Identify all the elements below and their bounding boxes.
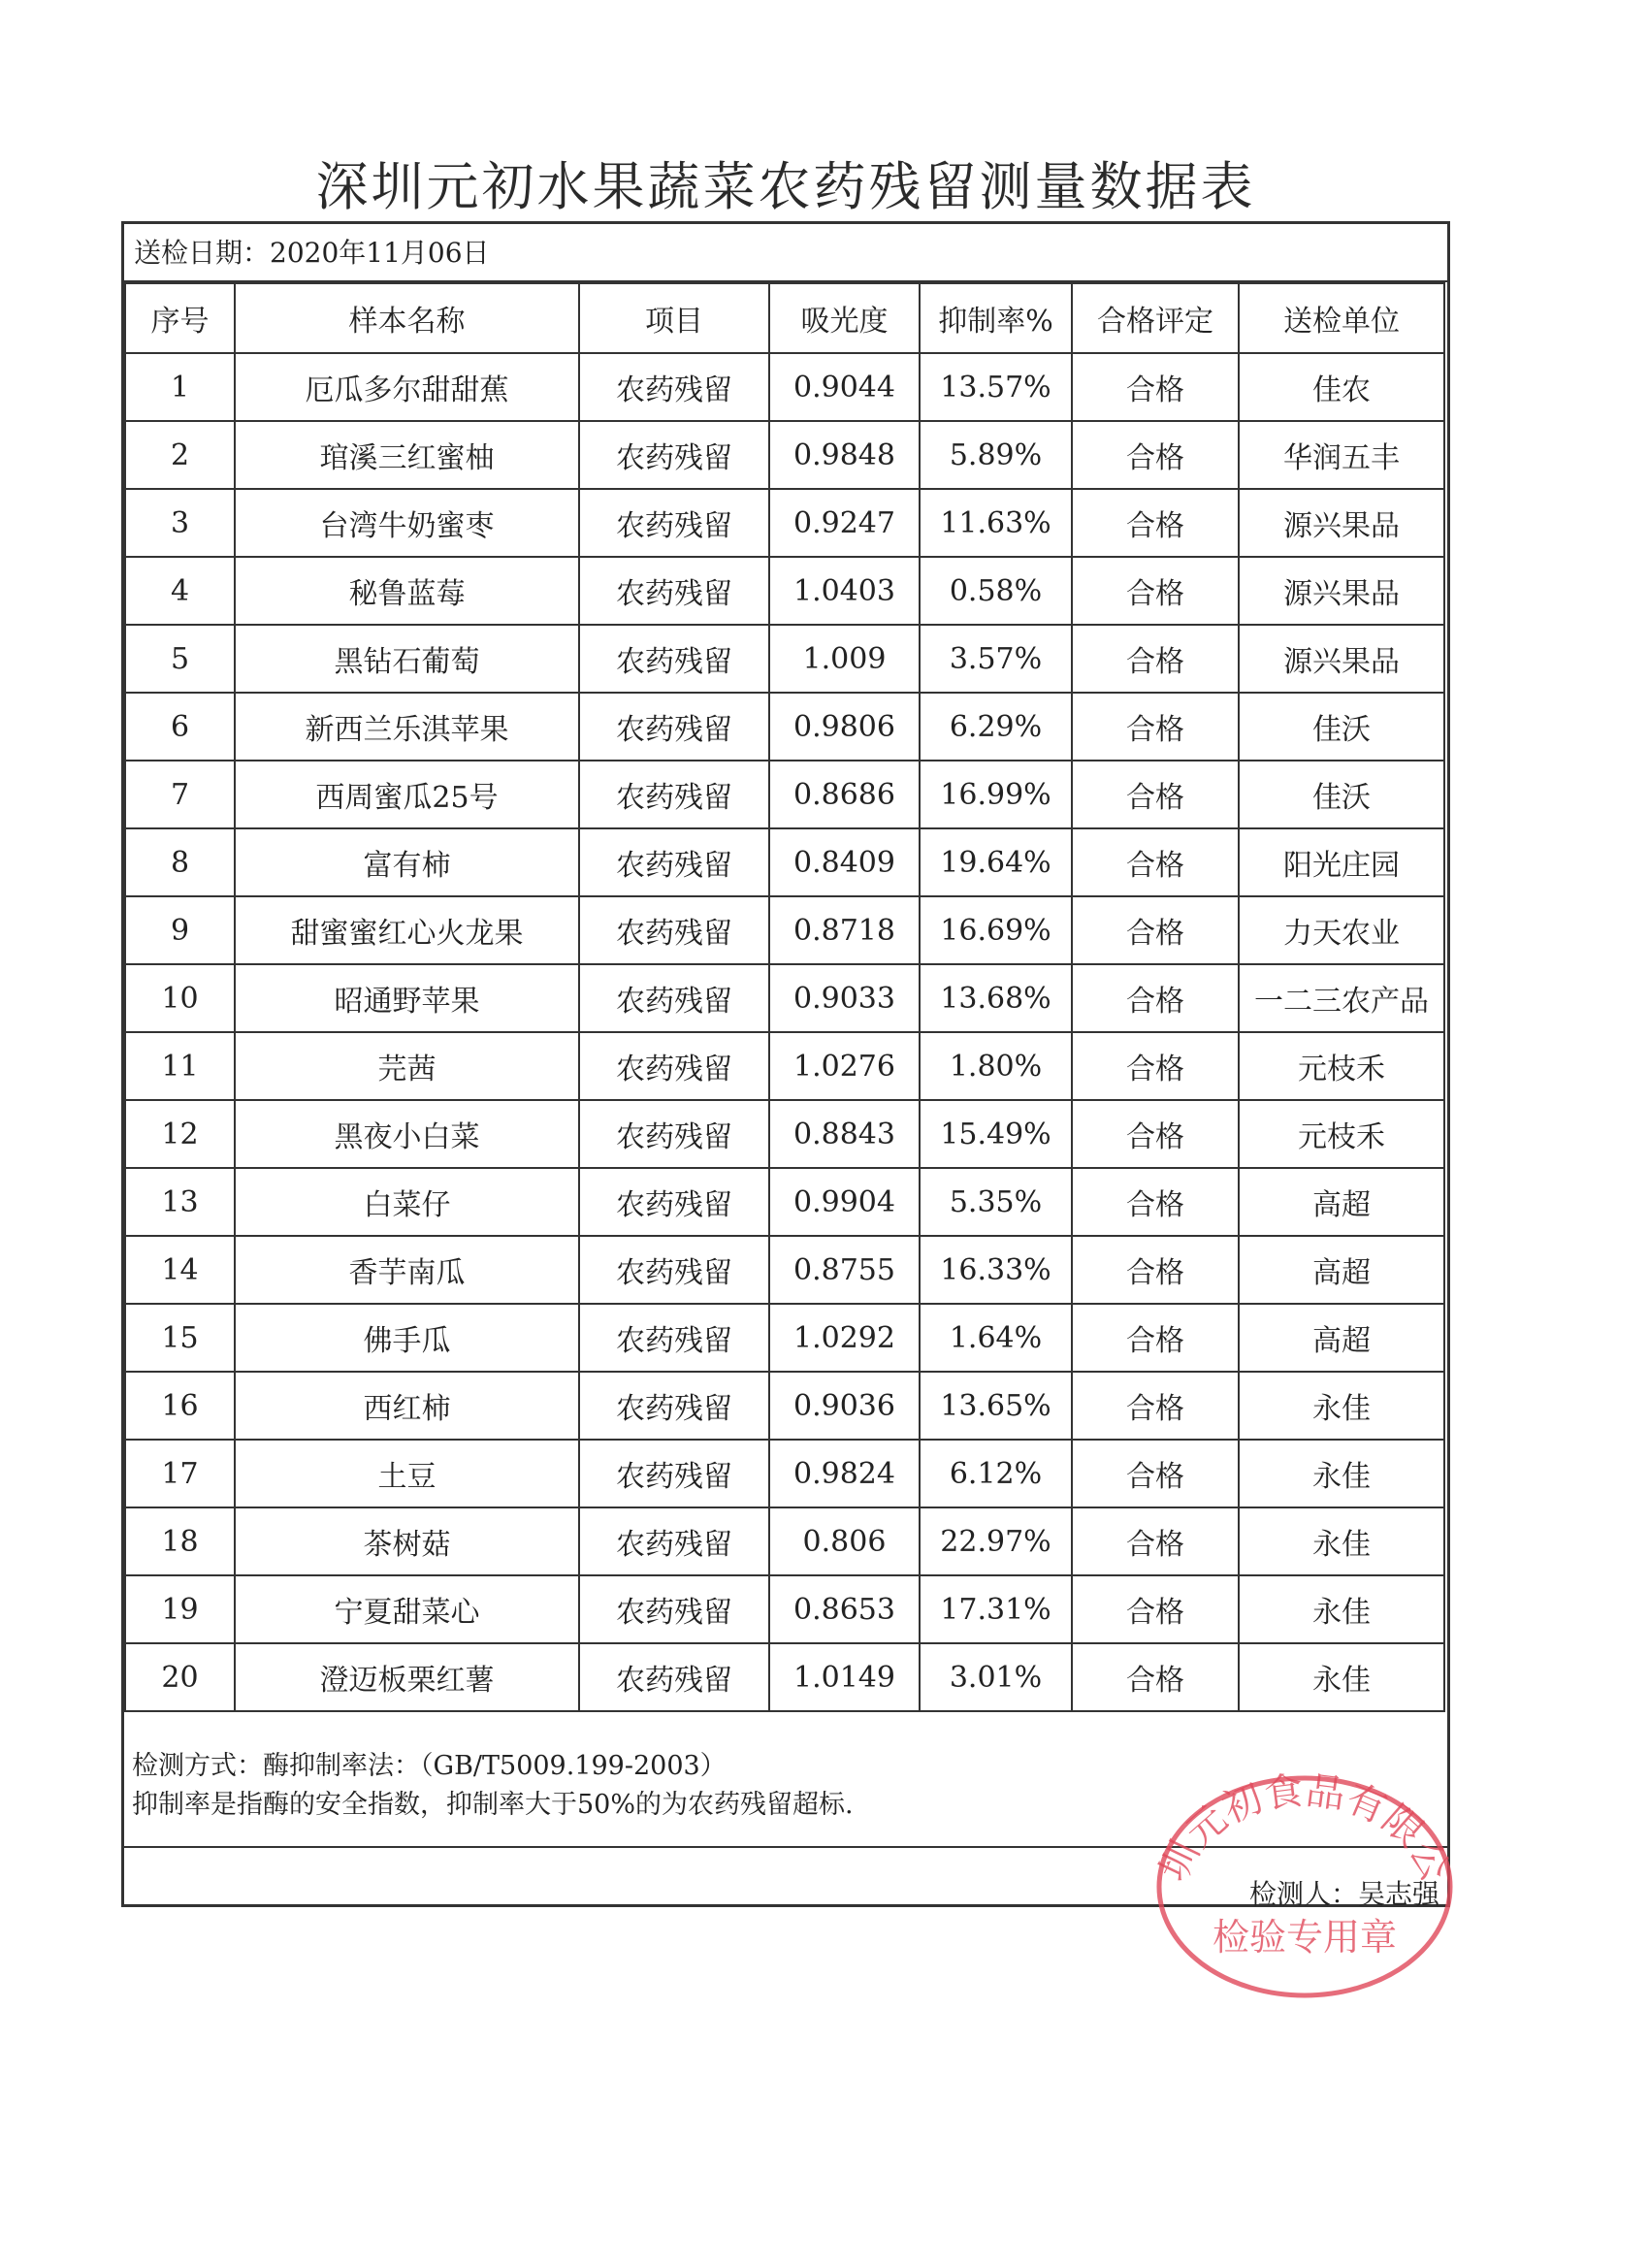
table-cell: 佳农 xyxy=(1239,353,1444,421)
table-cell: 土豆 xyxy=(235,1440,579,1507)
table-cell: 香芋南瓜 xyxy=(235,1236,579,1304)
table-cell: 永佳 xyxy=(1239,1643,1444,1711)
table-cell: 2 xyxy=(125,421,235,489)
table-row xyxy=(125,1168,1444,1236)
table-cell: 合格 xyxy=(1072,964,1239,1032)
table-cell: 永佳 xyxy=(1239,1372,1444,1440)
table-cell: 合格 xyxy=(1072,761,1239,828)
table-cell: 阳光庄园 xyxy=(1239,828,1444,896)
table-cell: 茶树菇 xyxy=(235,1507,579,1575)
table-cell: 合格 xyxy=(1072,828,1239,896)
table-cell: 8 xyxy=(125,828,235,896)
table-cell: 西周蜜瓜25号 xyxy=(235,761,579,828)
table-cell: 13.57% xyxy=(920,353,1072,421)
table-row xyxy=(125,421,1444,489)
seal-bottom-text: 检验专用章 xyxy=(1212,1916,1398,1959)
table-cell: 合格 xyxy=(1072,1304,1239,1372)
table-cell: 农药残留 xyxy=(579,489,769,557)
seal-top-text: 圳元初食品有限公 xyxy=(1151,1768,1458,1889)
table-row xyxy=(125,1575,1444,1643)
table-cell: 永佳 xyxy=(1239,1507,1444,1575)
table-cell: 0.8718 xyxy=(769,896,920,964)
header-cell: 送检单位 xyxy=(1239,283,1444,353)
table-cell: 农药残留 xyxy=(579,1507,769,1575)
table-cell: 19 xyxy=(125,1575,235,1643)
table-cell: 农药残留 xyxy=(579,896,769,964)
table-cell: 1.64% xyxy=(920,1304,1072,1372)
table-cell: 农药残留 xyxy=(579,1440,769,1507)
table-cell: 3 xyxy=(125,489,235,557)
table-cell: 3.57% xyxy=(920,625,1072,693)
table-cell: 合格 xyxy=(1072,489,1239,557)
table-cell: 5.89% xyxy=(920,421,1072,489)
table-cell: 农药残留 xyxy=(579,1304,769,1372)
table-cell: 白菜仔 xyxy=(235,1168,579,1236)
table-cell: 合格 xyxy=(1072,1643,1239,1711)
table-cell: 富有柿 xyxy=(235,828,579,896)
table-header-row xyxy=(125,283,1444,353)
table-row xyxy=(125,1236,1444,1304)
table-cell: 农药残留 xyxy=(579,1168,769,1236)
table-cell: 西红柿 xyxy=(235,1372,579,1440)
table-cell: 源兴果品 xyxy=(1239,489,1444,557)
table-cell: 16.69% xyxy=(920,896,1072,964)
table-cell: 秘鲁蓝莓 xyxy=(235,557,579,625)
table-cell: 0.9824 xyxy=(769,1440,920,1507)
table-cell: 1.0149 xyxy=(769,1643,920,1711)
table-cell: 16.99% xyxy=(920,761,1072,828)
table-cell: 17 xyxy=(125,1440,235,1507)
table-cell: 佳沃 xyxy=(1239,693,1444,761)
table-cell: 5.35% xyxy=(920,1168,1072,1236)
table-cell: 4 xyxy=(125,557,235,625)
results-table xyxy=(124,282,1445,1712)
table-cell: 22.97% xyxy=(920,1507,1072,1575)
table-cell: 佳沃 xyxy=(1239,761,1444,828)
table-cell: 17.31% xyxy=(920,1575,1072,1643)
table-cell: 0.8843 xyxy=(769,1100,920,1168)
table-cell: 宁夏甜菜心 xyxy=(235,1575,579,1643)
table-cell: 合格 xyxy=(1072,1372,1239,1440)
table-cell: 9 xyxy=(125,896,235,964)
table-cell: 农药残留 xyxy=(579,761,769,828)
table-cell: 农药残留 xyxy=(579,557,769,625)
table-cell: 16 xyxy=(125,1372,235,1440)
table-cell: 农药残留 xyxy=(579,353,769,421)
table-cell: 一二三农产品 xyxy=(1239,964,1444,1032)
table-cell: 台湾牛奶蜜枣 xyxy=(235,489,579,557)
table-cell: 0.806 xyxy=(769,1507,920,1575)
table-cell: 合格 xyxy=(1072,1236,1239,1304)
table-cell: 农药残留 xyxy=(579,421,769,489)
table-cell: 1.0292 xyxy=(769,1304,920,1372)
table-row xyxy=(125,1507,1444,1575)
table-row xyxy=(125,1440,1444,1507)
table-cell: 澄迈板栗红薯 xyxy=(235,1643,579,1711)
table-cell: 厄瓜多尔甜甜蕉 xyxy=(235,353,579,421)
table-cell: 合格 xyxy=(1072,693,1239,761)
table-cell: 农药残留 xyxy=(579,1643,769,1711)
table-cell: 高超 xyxy=(1239,1168,1444,1236)
table-cell: 0.9848 xyxy=(769,421,920,489)
table-row xyxy=(125,1643,1444,1711)
table-cell: 农药残留 xyxy=(579,964,769,1032)
table-cell: 新西兰乐淇苹果 xyxy=(235,693,579,761)
table-cell: 农药残留 xyxy=(579,1372,769,1440)
table-row xyxy=(125,693,1444,761)
table-cell: 3.01% xyxy=(920,1643,1072,1711)
company-seal xyxy=(1145,1756,1465,1998)
table-cell: 1.0403 xyxy=(769,557,920,625)
table-row xyxy=(125,761,1444,828)
table-cell: 0.8686 xyxy=(769,761,920,828)
table-cell: 芫茜 xyxy=(235,1032,579,1100)
table-cell: 0.9247 xyxy=(769,489,920,557)
table-cell: 源兴果品 xyxy=(1239,557,1444,625)
header-cell: 样本名称 xyxy=(235,283,579,353)
page-title: 深圳元初水果蔬菜农药残留测量数据表 xyxy=(315,156,1256,217)
table-cell: 13 xyxy=(125,1168,235,1236)
table-cell: 合格 xyxy=(1072,1100,1239,1168)
table-cell: 0.9036 xyxy=(769,1372,920,1440)
header-cell: 序号 xyxy=(125,283,235,353)
table-row xyxy=(125,964,1444,1032)
table-cell: 0.8409 xyxy=(769,828,920,896)
table-cell: 合格 xyxy=(1072,625,1239,693)
table-cell: 11.63% xyxy=(920,489,1072,557)
table-cell: 合格 xyxy=(1072,557,1239,625)
header-cell: 项目 xyxy=(579,283,769,353)
table-cell: 0.9806 xyxy=(769,693,920,761)
table-row xyxy=(125,1032,1444,1100)
table-cell: 农药残留 xyxy=(579,1236,769,1304)
table-cell: 15 xyxy=(125,1304,235,1372)
table-cell: 农药残留 xyxy=(579,1032,769,1100)
table-cell: 19.64% xyxy=(920,828,1072,896)
table-cell: 15.49% xyxy=(920,1100,1072,1168)
table-cell: 1.0276 xyxy=(769,1032,920,1100)
table-cell: 农药残留 xyxy=(579,1575,769,1643)
table-cell: 16.33% xyxy=(920,1236,1072,1304)
method-note: 检测方式：酶抑制率法：（GB/T5009.199-2003） xyxy=(132,1751,727,1781)
table-cell: 0.9033 xyxy=(769,964,920,1032)
table-row xyxy=(125,625,1444,693)
table-cell: 14 xyxy=(125,1236,235,1304)
table-cell: 农药残留 xyxy=(579,828,769,896)
table-cell: 合格 xyxy=(1072,421,1239,489)
header-cell: 吸光度 xyxy=(769,283,920,353)
table-row xyxy=(125,1100,1444,1168)
table-cell: 11 xyxy=(125,1032,235,1100)
header-cell: 抑制率% xyxy=(920,283,1072,353)
table-row xyxy=(125,489,1444,557)
table-cell: 6.12% xyxy=(920,1440,1072,1507)
table-cell: 1 xyxy=(125,353,235,421)
table-row xyxy=(125,353,1444,421)
table-cell: 13.68% xyxy=(920,964,1072,1032)
table-cell: 5 xyxy=(125,625,235,693)
table-cell: 永佳 xyxy=(1239,1575,1444,1643)
data-sheet xyxy=(121,221,1450,1910)
table-cell: 元枝禾 xyxy=(1239,1032,1444,1100)
table-cell: 合格 xyxy=(1072,353,1239,421)
table-cell: 高超 xyxy=(1239,1236,1444,1304)
table-cell: 源兴果品 xyxy=(1239,625,1444,693)
table-cell: 华润五丰 xyxy=(1239,421,1444,489)
table-cell: 1.80% xyxy=(920,1032,1072,1100)
table-cell: 0.8755 xyxy=(769,1236,920,1304)
table-cell: 永佳 xyxy=(1239,1440,1444,1507)
table-cell: 1.009 xyxy=(769,625,920,693)
table-cell: 7 xyxy=(125,761,235,828)
table-cell: 20 xyxy=(125,1643,235,1711)
table-cell: 6.29% xyxy=(920,693,1072,761)
table-row xyxy=(125,1304,1444,1372)
inspector-name: 检测人：吴志强 xyxy=(1248,1878,1439,1910)
table-cell: 合格 xyxy=(1072,1507,1239,1575)
table-cell: 合格 xyxy=(1072,1440,1239,1507)
table-cell: 元枝禾 xyxy=(1239,1100,1444,1168)
table-cell: 0.9904 xyxy=(769,1168,920,1236)
table-cell: 10 xyxy=(125,964,235,1032)
table-cell: 高超 xyxy=(1239,1304,1444,1372)
table-cell: 合格 xyxy=(1072,1168,1239,1236)
table-cell: 12 xyxy=(125,1100,235,1168)
table-cell: 0.9044 xyxy=(769,353,920,421)
table-cell: 甜蜜蜜红心火龙果 xyxy=(235,896,579,964)
table-cell: 琯溪三红蜜柚 xyxy=(235,421,579,489)
table-cell: 0.8653 xyxy=(769,1575,920,1643)
table-cell: 合格 xyxy=(1072,1032,1239,1100)
table-row xyxy=(125,557,1444,625)
table-cell: 6 xyxy=(125,693,235,761)
table-cell: 黑钻石葡萄 xyxy=(235,625,579,693)
table-cell: 农药残留 xyxy=(579,625,769,693)
table-cell: 合格 xyxy=(1072,896,1239,964)
table-cell: 昭通野苹果 xyxy=(235,964,579,1032)
table-cell: 力天农业 xyxy=(1239,896,1444,964)
explanation-note: 抑制率是指酶的安全指数，抑制率大于50%的为农药残留超标. xyxy=(132,1790,854,1820)
table-cell: 18 xyxy=(125,1507,235,1575)
table-cell: 佛手瓜 xyxy=(235,1304,579,1372)
table-cell: 黑夜小白菜 xyxy=(235,1100,579,1168)
table-row xyxy=(125,896,1444,964)
notes xyxy=(132,1747,854,1825)
table-row xyxy=(125,1372,1444,1440)
table-cell: 13.65% xyxy=(920,1372,1072,1440)
header-cell: 合格评定 xyxy=(1072,283,1239,353)
table-cell: 农药残留 xyxy=(579,693,769,761)
table-cell: 农药残留 xyxy=(579,1100,769,1168)
table-body xyxy=(125,353,1444,1711)
table-cell: 0.58% xyxy=(920,557,1072,625)
table-cell: 合格 xyxy=(1072,1575,1239,1643)
table-row xyxy=(125,828,1444,896)
svg-text:深圳元初食品有限公司 xyxy=(1145,1756,1458,1889)
inspection-date: 送检日期：2020年11月06日 xyxy=(124,224,1447,282)
